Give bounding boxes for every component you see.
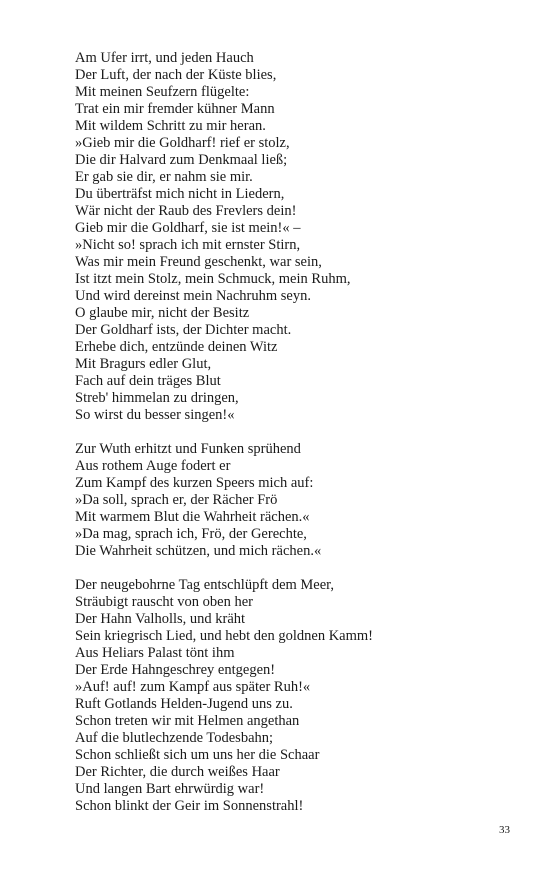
verse-line: Was mir mein Freund geschenkt, war sein, xyxy=(75,254,322,270)
verse-line: Und wird dereinst mein Nachruhm seyn. xyxy=(75,288,311,304)
verse-line: Der Erde Hahngeschrey entgegen! xyxy=(75,662,276,678)
verse-line: Schon schließt sich um uns her die Schaar xyxy=(75,747,320,763)
verse-line: Aus Heliars Palast tönt ihm xyxy=(75,645,235,661)
verse-line: Schon treten wir mit Helmen angethan xyxy=(75,713,300,729)
verse-line: Erhebe dich, entzünde deinen Witz xyxy=(75,339,278,355)
verse-line: Die dir Halvard zum Denkmaal ließ; xyxy=(75,152,288,168)
verse-line: Zum Kampf des kurzen Speers mich auf: xyxy=(75,475,314,491)
verse-line: Am Ufer irrt, und jeden Hauch xyxy=(75,50,254,66)
verse-line: Aus rothem Auge fodert er xyxy=(75,458,231,474)
verse-line: Die Wahrheit schützen, und mich rächen.« xyxy=(75,543,322,559)
verse-line: Sein kriegrisch Lied, und hebt den goldnen Kamm! xyxy=(75,628,373,644)
verse-line: Gieb mir die Goldharf, sie ist mein!« – xyxy=(75,220,301,236)
verse-line: Mit Bragurs edler Glut, xyxy=(75,356,212,372)
verse-line: »Da mag, sprach ich, Frö, der Gerechte, xyxy=(75,526,307,542)
verse-line: Der Goldharf ists, der Dichter macht. xyxy=(75,322,292,338)
verse-line: So wirst du besser singen!« xyxy=(75,407,235,423)
verse-line: Und langen Bart ehrwürdig war! xyxy=(75,781,265,797)
verse-line: Der Hahn Valholls, und kräht xyxy=(75,611,246,627)
verse-line: Streb' himmelan zu dringen, xyxy=(75,390,239,406)
stanza xyxy=(75,50,515,424)
verse-line: »Da soll, sprach er, der Rächer Frö xyxy=(75,492,278,508)
verse-line: Ruft Gotlands Helden-Jugend uns zu. xyxy=(75,696,293,712)
verse-line: Fach auf dein träges Blut xyxy=(75,373,221,389)
verse-line: Du überträfst mich nicht in Liedern, xyxy=(75,186,285,202)
verse-line: Schon blinkt der Geir im Sonnenstrahl! xyxy=(75,798,304,814)
verse-line: O glaube mir, nicht der Besitz xyxy=(75,305,250,321)
verse-line: Zur Wuth erhitzt und Funken sprühend xyxy=(75,441,301,457)
poem-body xyxy=(75,50,515,832)
verse-line: Mit meinen Seufzern flügelte: xyxy=(75,84,250,100)
verse-line: Trat ein mir fremder kühner Mann xyxy=(75,101,275,117)
verse-line: Er gab sie dir, er nahm sie mir. xyxy=(75,169,253,185)
verse-line: »Gieb mir die Goldharf! rief er stolz, xyxy=(75,135,290,151)
verse-line: »Nicht so! sprach ich mit ernster Stirn, xyxy=(75,237,301,253)
verse-line: Sträubigt rauscht von oben her xyxy=(75,594,253,610)
page-number: 33 xyxy=(499,824,510,836)
verse-line: Mit warmem Blut die Wahrheit rächen.« xyxy=(75,509,310,525)
verse-line: »Auf! auf! zum Kampf aus später Ruh!« xyxy=(75,679,311,695)
verse-line: Ist itzt mein Stolz, mein Schmuck, mein Ruhm, xyxy=(75,271,351,287)
verse-line: Wär nicht der Raub des Frevlers dein! xyxy=(75,203,297,219)
stanza xyxy=(75,577,515,815)
verse-line: Der Richter, die durch weißes Haar xyxy=(75,764,280,780)
stanza xyxy=(75,441,515,560)
verse-line: Der Luft, der nach der Küste blies, xyxy=(75,67,277,83)
verse-line: Der neugebohrne Tag entschlüpft dem Meer, xyxy=(75,577,335,593)
verse-line: Auf die blutlechzende Todesbahn; xyxy=(75,730,274,746)
verse-line: Mit wildem Schritt zu mir heran. xyxy=(75,118,266,134)
